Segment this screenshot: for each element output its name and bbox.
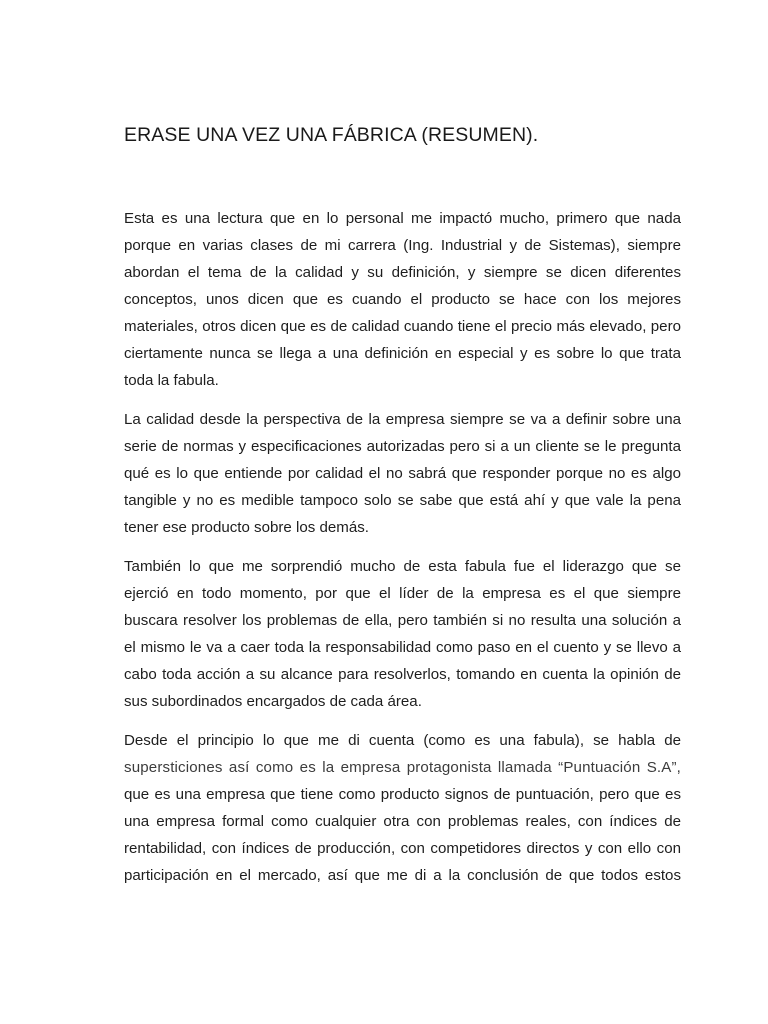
text-line: ejerció en todo momento, por que el líder de la empresa es el que siempre	[124, 585, 681, 602]
text-line: Esta es una lectura que en lo personal me impactó mucho, primero que nada	[124, 210, 681, 227]
text-line: serie de normas y especificaciones autorizadas pero si a un cliente se le pregunta	[124, 438, 681, 455]
paragraph-2	[124, 406, 681, 541]
text-line: el mismo le va a caer toda la responsabilidad como paso en el cuento y se llevo a	[124, 639, 681, 656]
paragraph-4	[124, 727, 681, 889]
text-line: materiales, otros dicen que es de calidad cuando tiene el precio más elevado, pero	[124, 318, 681, 335]
text-line: porque en varias clases de mi carrera (Ing. Industrial y de Sistemas), siempre	[124, 237, 681, 254]
text-line: sus subordinados encargados de cada área.	[124, 693, 422, 710]
paragraph-3	[124, 553, 681, 715]
paragraph-1	[124, 205, 681, 394]
text-line: que es una empresa que tiene como producto signos de puntuación, pero que es	[124, 786, 681, 803]
text-line: tangible y no es medible tampoco solo se sabe que está ahí y que vale la pena	[124, 492, 681, 509]
text-line: qué es lo que entiende por calidad el no sabrá que responder porque no es algo	[124, 465, 681, 482]
text-line: abordan el tema de la calidad y su definición, y siempre se dicen diferentes	[124, 264, 681, 281]
text-line: supersticiones así como es la empresa protagonista llamada “Puntuación S.A”,	[124, 759, 681, 776]
document-title: ERASE UNA VEZ UNA FÁBRICA (RESUMEN).	[124, 124, 539, 146]
text-line: toda la fabula.	[124, 372, 219, 389]
text-line: una empresa formal como cualquier otra con problemas reales, con índices de	[124, 813, 681, 830]
text-line: cabo toda acción a su alcance para resolverlos, tomando en cuenta la opinión de	[124, 666, 681, 683]
text-line: Desde el principio lo que me di cuenta (como es una fabula), se habla de	[124, 732, 681, 749]
text-line: tener ese producto sobre los demás.	[124, 519, 369, 536]
text-line: La calidad desde la perspectiva de la empresa siempre se va a definir sobre una	[124, 411, 681, 428]
text-line: conceptos, unos dicen que es cuando el producto se hace con los mejores	[124, 291, 681, 308]
text-line: rentabilidad, con índices de producción, con competidores directos y con ello con	[124, 840, 681, 857]
text-line: También lo que me sorprendió mucho de esta fabula fue el liderazgo que se	[124, 558, 681, 575]
document-body	[124, 205, 681, 901]
text-line: participación en el mercado, así que me di a la conclusión de que todos estos	[124, 867, 681, 884]
text-line: buscara resolver los problemas de ella, pero también si no resulta una solución a	[124, 612, 681, 629]
text-line: ciertamente nunca se llega a una definición en especial y es sobre lo que trata	[124, 345, 681, 362]
